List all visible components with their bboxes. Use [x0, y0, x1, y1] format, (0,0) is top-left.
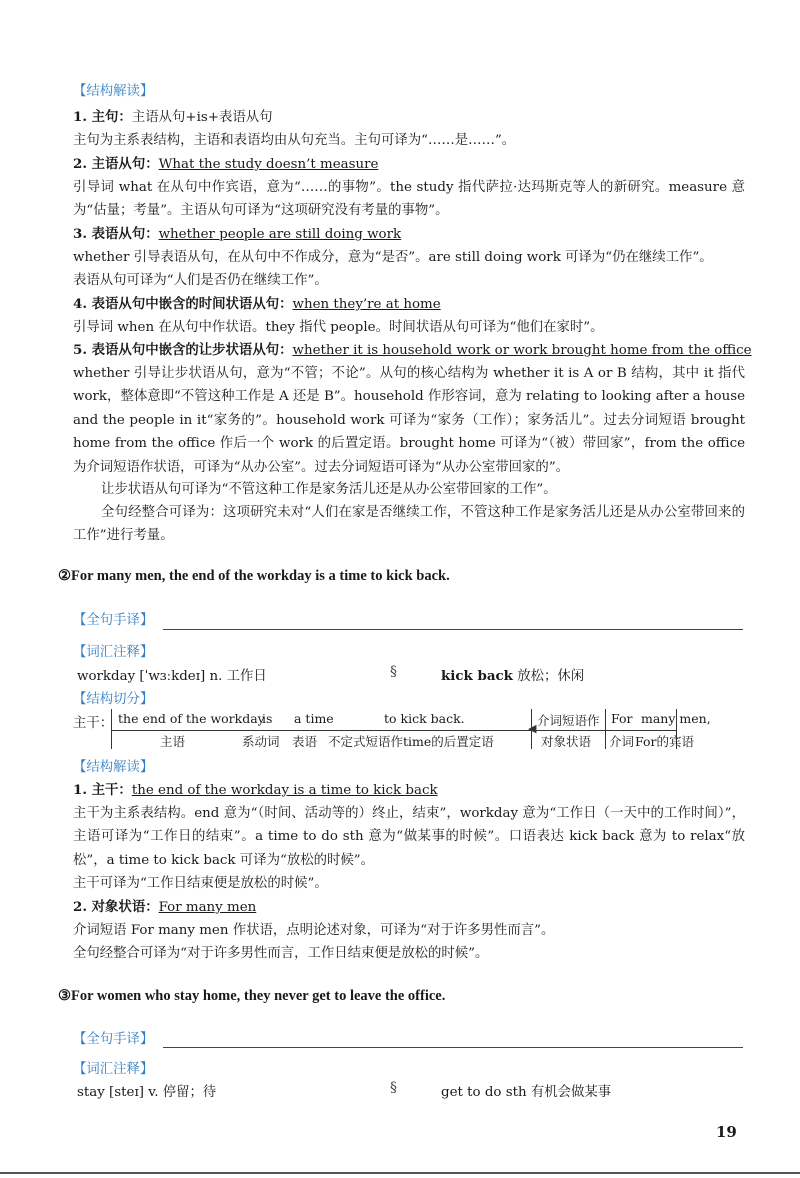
vocab-label-2: 【词汇注释】: [73, 645, 154, 660]
point-3-title: 3. 表语从句：: [73, 226, 159, 242]
vocab-kick-back-def: 放松；休闲: [517, 669, 585, 684]
split-role-verb: 系动词: [242, 734, 280, 749]
analysis-2-point-1-text: 主干为主系表结构。end 意为“（时间、活动等的）终止，结束”，workday 意为“工作日（一天中的工作时间）”，主语可译为“工作日的结束”。a time to do sth 意为“做某事的时候”。口语表达 kick back 意为 to relax“放松”，a time to kick back 可译为“放松的时候”。: [73, 806, 745, 868]
vocab-workday: workday [ˈwɜːkdeɪ] n. 工作日: [77, 669, 267, 684]
point-2-clause: What the study doesn’t measure: [158, 157, 379, 172]
vocab-stay: stay [steɪ] v. 停留；待: [77, 1085, 217, 1100]
structure-analysis-heading: 【结构解读】: [73, 84, 154, 99]
point-5: [73, 339, 752, 358]
split-side-role-bottom: 对象状语: [541, 734, 592, 749]
vocab-kick-back: [441, 665, 584, 684]
full-translation-2: 全句经整合可译为“对于许多男性而言，工作日结束便是放松的时候”。: [73, 946, 489, 961]
sentence-2: ②For many men, the end of the workday is a time to kick back.: [58, 568, 450, 584]
point-2: [73, 153, 378, 172]
point-4: [73, 293, 441, 312]
split-arrow-icon: ◀: [528, 722, 537, 735]
split-role-predicative: 表语: [292, 734, 318, 749]
point-1: [73, 106, 273, 125]
point-1-title: 1. 主句：: [73, 109, 132, 125]
analysis-2-point-2-text: 介词短语 For many men 作状语，点明论述对象，可译为“对于许多男性而言”。: [73, 923, 555, 938]
analysis-2-point-2: [73, 896, 256, 915]
split-side-object-role: For的宾语: [635, 734, 694, 749]
split-side-object: many men,: [641, 711, 711, 726]
vocab-label-3: 【词汇注释】: [73, 1062, 154, 1077]
analysis-2-point-1-text2: 主干可译为“工作日结束便是放松的时候”。: [73, 876, 328, 891]
split-side-prep: For: [611, 711, 633, 726]
split-side-box: [535, 709, 711, 749]
analysis-2-point-1-clause: the end of the workday is a time to kick back: [131, 783, 438, 798]
split-main-verb: is: [262, 711, 273, 726]
point-5-clause: whether it is household work or work brought home from the office: [292, 343, 752, 358]
translate-label-3: 【全句手译】: [73, 1032, 154, 1047]
section-separator-icon-2: §: [390, 1080, 397, 1096]
translate-label-2: 【全句手译】: [73, 613, 154, 628]
point-3: [73, 223, 401, 242]
point-3-text2: 表语从句可译为“人们是否仍在继续工作”。: [73, 273, 328, 288]
point-5-title: 5. 表语从句中嵌含的让步状语从句：: [73, 342, 293, 358]
split-main-infinitive: to kick back.: [384, 711, 465, 726]
split-role-attribute: 不定式短语作time的后置定语: [328, 734, 494, 749]
split-main-subject: the end of the workday: [118, 711, 265, 726]
analysis-2-point-2-clause: For many men: [158, 900, 257, 915]
point-1-text: 主句为主系表结构，主语和表语均由从句充当。主句可译为“……是……”。: [73, 133, 516, 148]
translation-line-3[interactable]: [163, 1046, 743, 1048]
full-translation-1: 全句经整合可译为：这项研究未对“人们在家是否继续工作，不管这种工作是家务活儿还是从办公室带回来的工作”进行考量。: [73, 505, 745, 544]
point-2-text: 引导词 what 在从句中作宾语，意为“……的事物”。the study 指代萨拉·达玛斯克等人的新研究。measure 意为“估量；考量”。主语从句可译为“这项研究没有考量的事物”。: [73, 180, 745, 219]
split-label-2: 【结构切分】: [73, 692, 154, 707]
point-2-title: 2. 主语从句：: [73, 156, 159, 172]
page-bottom-rule: [0, 1172, 800, 1174]
point-4-title: 4. 表语从句中嵌含的时间状语从句：: [73, 296, 293, 312]
analysis-2-point-2-title: 2. 对象状语：: [73, 899, 159, 915]
split-main-label: 主干：: [73, 716, 114, 731]
point-4-clause: when they’re at home: [292, 297, 441, 312]
page-number: 19: [716, 1123, 737, 1141]
split-role-subject: 主语: [160, 734, 186, 749]
analysis-label-2: 【结构解读】: [73, 760, 154, 775]
analysis-2-point-1: [73, 779, 438, 798]
vocab-get-to-do: get to do sth 有机会做某事: [441, 1085, 612, 1100]
analysis-2-point-1-title: 1. 主干：: [73, 782, 132, 798]
vocab-kick-back-word: kick back: [441, 668, 513, 684]
sentence-3: ③For women who stay home, they never get to leave the office.: [58, 988, 446, 1004]
point-3-clause: whether people are still doing work: [158, 227, 402, 242]
section-separator-icon: §: [390, 664, 397, 680]
translation-line-2[interactable]: [163, 628, 743, 630]
point-5-text: whether 引导让步状语从句，意为“不管；不论”。从句的核心结构为 whether it is A or B 结构，其中 it 指代 work，整体意即“不管这种工作是 A 还是 B”。household 作形容词，意为 relating to looking after a house and the people in it“家务的”。household work 可译为“家务（工作）；家务活儿”。过去分词短语 brought home from the office 作后一个 work 的后置定语。brought home 可译为“（被）带回家”，from the office 为介词短语作状语，可译为“从办公室”。过去分词短语可译为“从办公室带回家的”。: [73, 366, 745, 475]
point-1-formula: 主语从句+is+表语从句: [131, 110, 273, 125]
split-main-predicative: a time: [294, 711, 334, 726]
split-side-role-top: 介词短语作: [537, 713, 600, 728]
split-side-prep-role: 介词: [609, 734, 635, 749]
point-4-text: 引导词 when 在从句中作状语。they 指代 people。时间状语从句可译为“他们在家时”。: [73, 320, 604, 335]
split-main-box: [111, 709, 532, 749]
point-5-text2: 让步状语从句可译为“不管这种工作是家务活儿还是从办公室带回家的工作”。: [101, 482, 557, 497]
point-3-text1: whether 引导表语从句，在从句中不作成分，意为“是否”。are still doing work 可译为“仍在继续工作”。: [73, 250, 713, 265]
